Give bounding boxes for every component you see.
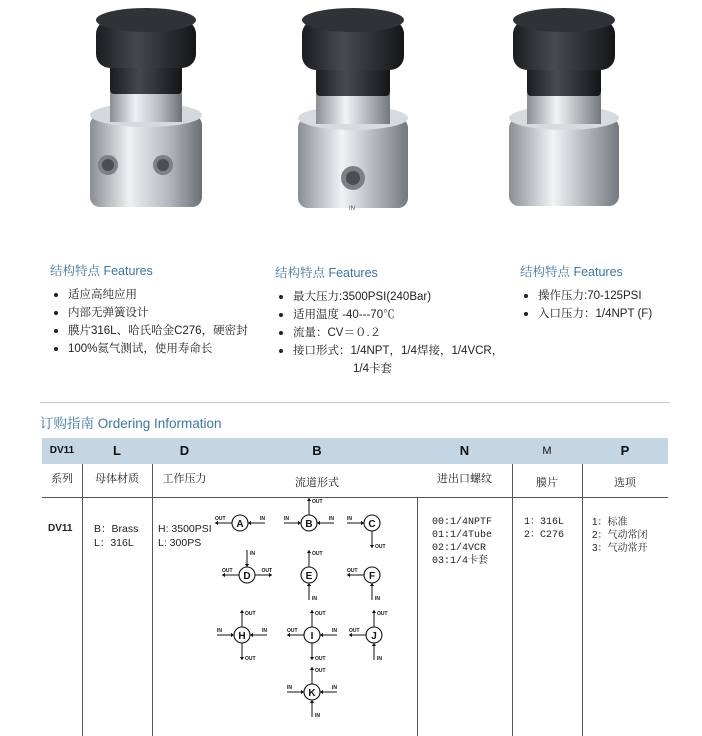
sub-series: 系列 [51, 473, 73, 485]
flow-port-label: OUT [377, 611, 388, 617]
flow-port-label: IN [332, 685, 337, 691]
flow-path-diagrams [217, 498, 417, 736]
arrow-icon [245, 564, 249, 567]
feature-item-continued: 1/4卡套 [353, 363, 392, 375]
regulator-photo-2 [296, 0, 412, 215]
ordering-title: 订购指南 Ordering Information [40, 416, 222, 431]
header-code-p: P [620, 443, 630, 458]
sub-body-material: 母体材质 [95, 473, 139, 485]
flow-path-letter: J [371, 631, 377, 642]
header-code-m: M [542, 445, 552, 457]
arrow-icon [361, 521, 364, 525]
header-code-n: N [459, 443, 470, 458]
flow-path-letter: I [310, 631, 314, 642]
flow-path-letter: F [368, 571, 376, 582]
sub-pressure: 工作压力 [162, 473, 207, 485]
flow-port-label: IN [217, 628, 222, 634]
flow-port-label: OUT [315, 656, 326, 662]
flow-port-label: IN [250, 551, 255, 557]
flow-port-label: IN [312, 596, 317, 602]
header-code-d: D [179, 443, 190, 458]
body-material-values: B：Brass L：316L [94, 523, 139, 549]
regulator-photo-3 [505, 0, 623, 215]
thread-values: 00:1/4NPTF 01:1/4Tube 02:1/4VCR 03:1/4卡套 [432, 517, 493, 567]
flow-path-letter: D [243, 571, 251, 582]
options-values: 1：标准 2：气动常闭 3：气动常开 [592, 517, 648, 554]
flow-port-label: IN [375, 596, 380, 602]
sub-thread: 进出口螺纹 [437, 473, 492, 485]
header-code-l: L [113, 443, 121, 458]
col-divider [417, 497, 418, 736]
flow-path-letter: A [236, 519, 244, 530]
arrow-icon [307, 583, 311, 586]
flow-port-label: OUT [315, 611, 326, 617]
flow-port-label: OUT [215, 516, 226, 522]
arrow-icon [301, 690, 304, 694]
feature-item: 适应高纯应用 [50, 286, 280, 304]
flow-port-label: OUT [222, 568, 233, 574]
flow-port-label: IN [284, 516, 289, 522]
arrow-icon [320, 633, 323, 637]
features-column-3 [520, 263, 690, 323]
feature-item: 流量：CV＝０.２ [275, 324, 520, 342]
series-value: DV11 [48, 523, 73, 534]
flow-port-label: OUT [245, 611, 256, 617]
flow-path-letter: H [238, 631, 246, 642]
flow-path-letter: E [305, 571, 313, 582]
section-divider [40, 402, 670, 403]
arrow-icon [231, 633, 234, 637]
arrow-icon [248, 521, 251, 525]
col-divider [582, 464, 583, 736]
features-title: 结构特点 Features [275, 266, 378, 280]
flow-port-label: IN [347, 516, 352, 522]
ordering-table [42, 438, 668, 736]
features-column-2 [275, 264, 520, 378]
flow-port-label: OUT [349, 628, 360, 634]
flow-path-letter: K [308, 688, 316, 699]
flow-path-letter: C [368, 519, 376, 530]
arrow-icon [310, 610, 314, 613]
arrow-icon [307, 498, 311, 501]
feature-item: 操作压力:70-125PSI [520, 287, 690, 305]
arrow-icon [250, 633, 253, 637]
flow-port-label: OUT [375, 544, 386, 550]
arrow-icon [298, 521, 301, 525]
flow-port-label: IN [329, 516, 334, 522]
feature-item: 内部无弹簧设计 [50, 304, 280, 322]
flow-port-label: IN [377, 656, 382, 662]
arrow-icon [370, 583, 374, 586]
flow-port-label: OUT [315, 668, 326, 674]
arrow-icon [372, 643, 376, 646]
flow-port-label: IN [315, 713, 320, 719]
flow-port-label: OUT [312, 499, 323, 505]
flow-port-label: OUT [312, 551, 323, 557]
flow-port-label: IN [262, 628, 267, 634]
feature-item: 膜片316L、哈氏哈金C276，硬密封 [50, 322, 280, 340]
features-title: 结构特点 Features [520, 265, 623, 279]
sub-flow-path: 流道形式 [295, 477, 339, 489]
regulator-photo-1 [88, 0, 208, 215]
col-divider [82, 464, 83, 736]
col-divider [152, 464, 153, 736]
flow-port-label: IN [260, 516, 265, 522]
arrow-icon [320, 690, 323, 694]
arrow-icon [370, 545, 374, 548]
arrow-icon [307, 550, 311, 553]
pressure-values: H: 3500PSI L: 300PS [158, 523, 212, 549]
header-code-b: B [312, 443, 322, 458]
flow-port-label: IN [287, 685, 292, 691]
features-column-1 [50, 262, 280, 358]
feature-item: 最大压力:3500PSI(240Bar) [275, 288, 520, 306]
flow-path-letter: B [305, 519, 313, 530]
arrow-icon [240, 657, 244, 660]
features-title: 结构特点 Features [50, 264, 153, 278]
arrow-icon [310, 700, 314, 703]
arrow-icon [372, 610, 376, 613]
flow-port-label: IN [332, 628, 337, 634]
feature-item: 100%氦气测试，使用寿命长 [50, 340, 280, 358]
feature-item: 适用温度 -40---70℃ [275, 306, 520, 324]
port-label: IN [349, 206, 355, 212]
sub-options: 选项 [614, 477, 636, 489]
flow-port-label: OUT [261, 568, 272, 574]
flow-port-label: OUT [347, 568, 358, 574]
arrow-icon [240, 610, 244, 613]
arrow-icon [310, 657, 314, 660]
arrow-icon [317, 521, 320, 525]
col-divider [512, 464, 513, 736]
diaphragm-values: 1：316L 2：C276 [524, 517, 565, 541]
header-series-code: DV11 [49, 445, 75, 456]
flow-port-label: OUT [287, 628, 298, 634]
sub-diaphragm: 膜片 [536, 477, 558, 489]
feature-item: 接口形式：1/4NPT，1/4焊接，1/4VCR， [275, 342, 520, 360]
arrow-icon [310, 667, 314, 670]
flow-port-label: OUT [245, 656, 256, 662]
feature-item: 入口压力：1/4NPT (F) [520, 305, 690, 323]
